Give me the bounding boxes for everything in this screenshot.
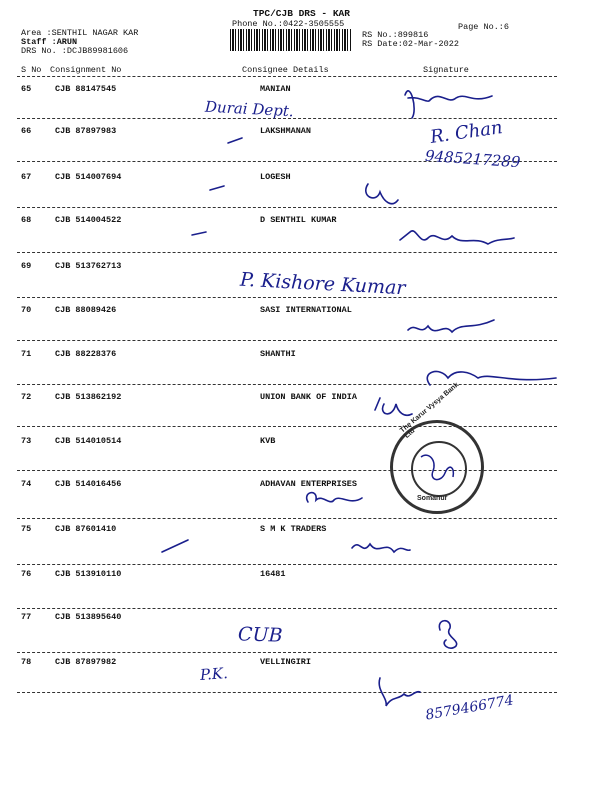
handwritten-note: P.K. — [199, 664, 229, 684]
dash-mark — [162, 540, 188, 552]
row-consignee: LOGESH — [260, 172, 291, 182]
row-consignee: SHANTHI — [260, 349, 296, 359]
document-title: TPC/CJB DRS - KAR — [253, 8, 350, 19]
row-consignment: CJB 514004522 — [55, 215, 122, 225]
stamp-branch: Somanur — [417, 495, 448, 502]
page-number: Page No.:6 — [458, 22, 510, 32]
row-s-no: 69 — [21, 261, 32, 271]
dash-mark — [228, 138, 242, 143]
row-consignee: KVB — [260, 436, 276, 446]
row-s-no: 68 — [21, 215, 32, 225]
row-s-no: 77 — [21, 612, 32, 622]
row-consignee: S M K TRADERS — [260, 524, 327, 534]
row-s-no: 70 — [21, 305, 32, 315]
row-s-no: 73 — [21, 436, 32, 446]
row-consignee: MANIAN — [260, 84, 291, 94]
row-consignment: CJB 514016456 — [55, 479, 122, 489]
signature-72 — [375, 398, 412, 415]
row-s-no: 65 — [21, 84, 32, 94]
rs-number: RS No.:899816 — [362, 30, 429, 40]
signature-77 — [439, 621, 456, 648]
row-s-no: 78 — [21, 657, 32, 667]
row-consignee: LAKSHMANAN — [260, 126, 312, 136]
row-consignee: ADHAVAN ENTERPRISES — [260, 479, 357, 489]
col-s-no: S No — [21, 65, 42, 75]
phone-number: Phone No.:0422-3505555 — [232, 19, 345, 29]
row-consignee: D SENTHIL KUMAR — [260, 215, 337, 225]
dash-mark — [210, 186, 224, 190]
signature-71 — [427, 372, 556, 385]
stamp-bank-name: The Karur Vysya Bank Ltd — [399, 381, 461, 440]
row-consignee: VELLINGIRI — [260, 657, 312, 667]
row-consignment: CJB 88089426 — [55, 305, 117, 315]
row-consignment: CJB 88147545 — [55, 84, 117, 94]
col-consignee: Consignee Details — [242, 65, 329, 75]
signature-78 — [379, 678, 420, 706]
handwritten-note: Durai Dept. — [204, 97, 295, 121]
row-consignment: CJB 513862192 — [55, 392, 122, 402]
row-consignment: CJB 514010514 — [55, 436, 122, 446]
handwritten-note: P. Kishore Kumar — [239, 268, 406, 300]
row-consignment: CJB 513910110 — [55, 569, 122, 579]
rs-date: RS Date:02-Mar-2022 — [362, 39, 459, 49]
handwritten-note: R. Chan — [428, 117, 504, 148]
signature-74 — [307, 493, 362, 502]
signature-67 — [366, 184, 398, 204]
row-s-no: 67 — [21, 172, 32, 182]
handwritten-note: CUB — [237, 623, 283, 647]
signature-70 — [408, 320, 494, 332]
row-consignee: SASI INTERNATIONAL — [260, 305, 352, 315]
dash-mark — [192, 232, 206, 235]
row-consignee: 16481 — [260, 569, 286, 579]
row-consignment: CJB 87897982 — [55, 657, 117, 667]
handwritten-phone: 9485217289 — [424, 146, 521, 172]
signature-68 — [400, 231, 514, 244]
col-consignment: Consignment No — [50, 65, 122, 75]
handwritten-phone: 8579466774 — [424, 692, 515, 724]
row-s-no: 74 — [21, 479, 32, 489]
staff-field: Staff :ARUN — [21, 37, 78, 47]
row-s-no: 76 — [21, 569, 32, 579]
row-consignment: CJB 513895640 — [55, 612, 122, 622]
row-s-no: 72 — [21, 392, 32, 402]
signature-65 — [405, 91, 492, 118]
stamp-signature — [415, 447, 459, 487]
col-signature: Signature — [423, 65, 469, 75]
row-consignee: UNION BANK OF INDIA — [260, 392, 357, 402]
row-s-no: 71 — [21, 349, 32, 359]
row-s-no: 66 — [21, 126, 32, 136]
bank-stamp — [390, 381, 484, 514]
area-field: Area :SENTHIL NAGAR KAR — [21, 28, 139, 38]
row-consignment: CJB 87897983 — [55, 126, 117, 136]
row-consignment: CJB 514007694 — [55, 172, 122, 182]
row-s-no: 75 — [21, 524, 32, 534]
drs-number: DRS No. :DCJB89981606 — [21, 46, 129, 56]
row-consignment: CJB 513762713 — [55, 261, 122, 271]
row-consignment: CJB 87601410 — [55, 524, 117, 534]
signature-75 — [352, 544, 410, 552]
row-consignment: CJB 88228376 — [55, 349, 117, 359]
